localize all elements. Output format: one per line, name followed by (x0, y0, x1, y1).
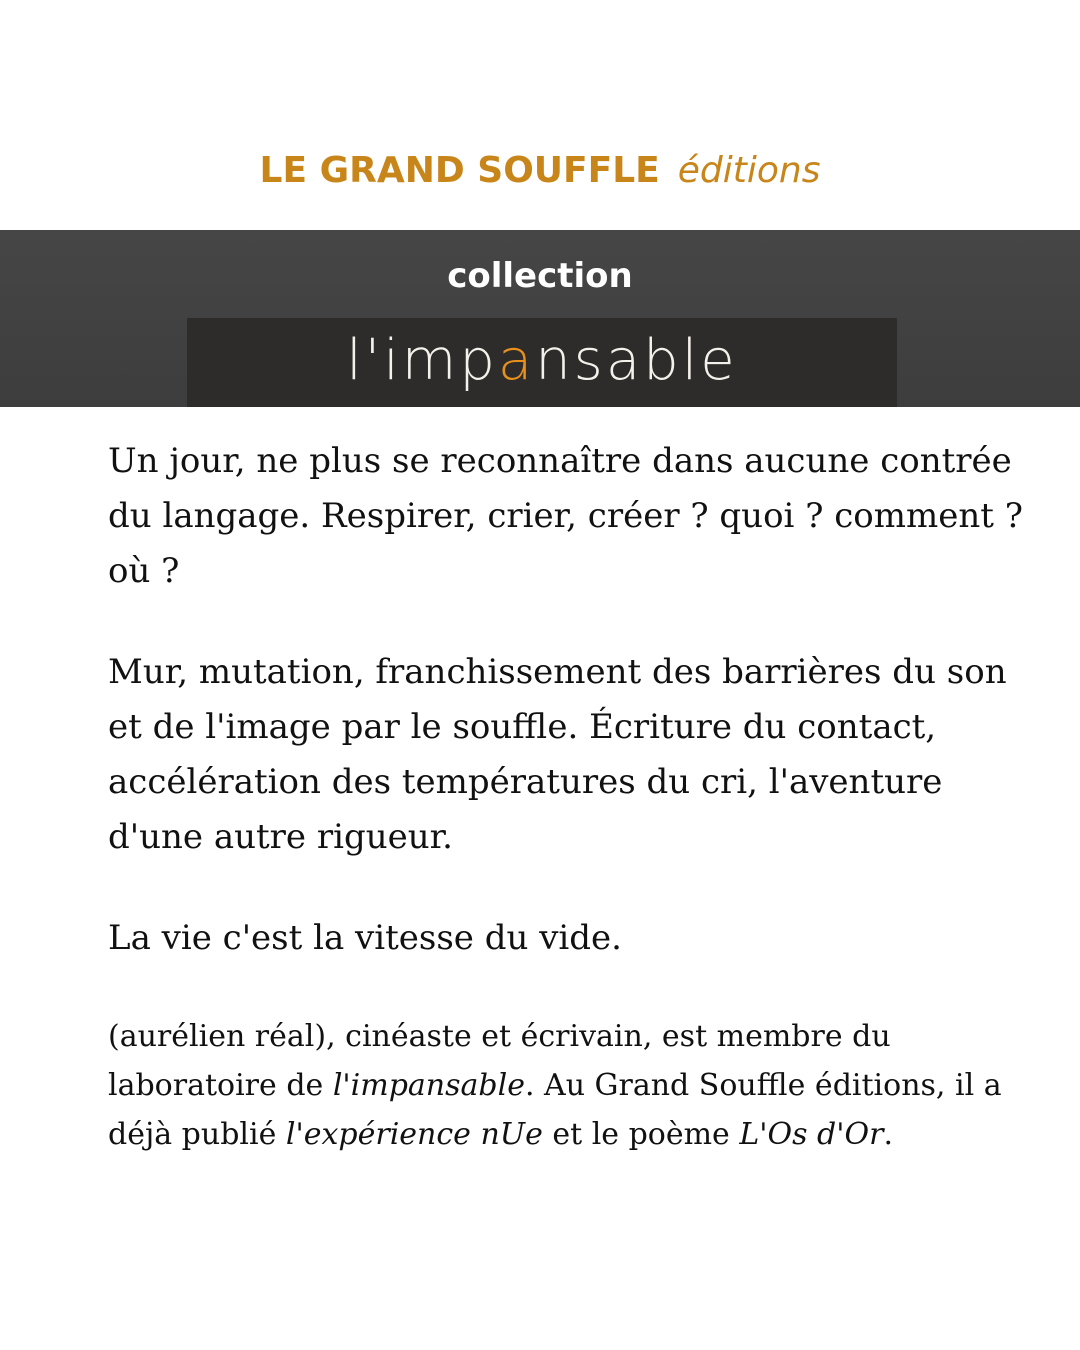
bio-italic: l'impansable (332, 1068, 525, 1103)
collection-logo (187, 318, 897, 407)
logo-text (346, 328, 737, 393)
bio-text: et le poème (542, 1117, 740, 1152)
bio-italic: l'expérience nUe (285, 1117, 543, 1152)
logo-accent: a (497, 328, 536, 393)
blurb (108, 434, 1028, 966)
logo-part: nsable (535, 328, 738, 393)
blurb-paragraph: Mur, mutation, franchissement des barrières du son et de l'image par le souffle. Écriture du contact, accélération des températures du cri, l'aventure d'une autre rigueur. (108, 652, 1007, 857)
publisher-editions: éditions (677, 150, 821, 191)
bio-text: (aurélien réal), cinéaste et écrivain, est membre du laboratoire de (108, 1019, 891, 1103)
blurb-paragraph: La vie c'est la vitesse du vide. (108, 918, 622, 958)
bio-italic: L'Os d'Or (739, 1117, 884, 1152)
blurb-paragraph: Un jour, ne plus se reconnaître dans aucune contrée du langage. Respirer, crier, créer ? quoi ? comment ? où ? (108, 441, 1023, 591)
logo-part: l'imp (346, 328, 498, 393)
publisher-header (0, 150, 1080, 191)
author-bio (108, 1012, 1028, 1199)
main-content (108, 434, 1028, 1199)
collection-label: collection (447, 256, 633, 296)
bio-text: . Au Grand Souffle éditions, il a déjà publié (108, 1068, 1002, 1152)
bio-text: . (883, 1117, 893, 1152)
collection-banner (0, 230, 1080, 407)
publisher-name: LE GRAND SOUFFLE (259, 150, 660, 191)
